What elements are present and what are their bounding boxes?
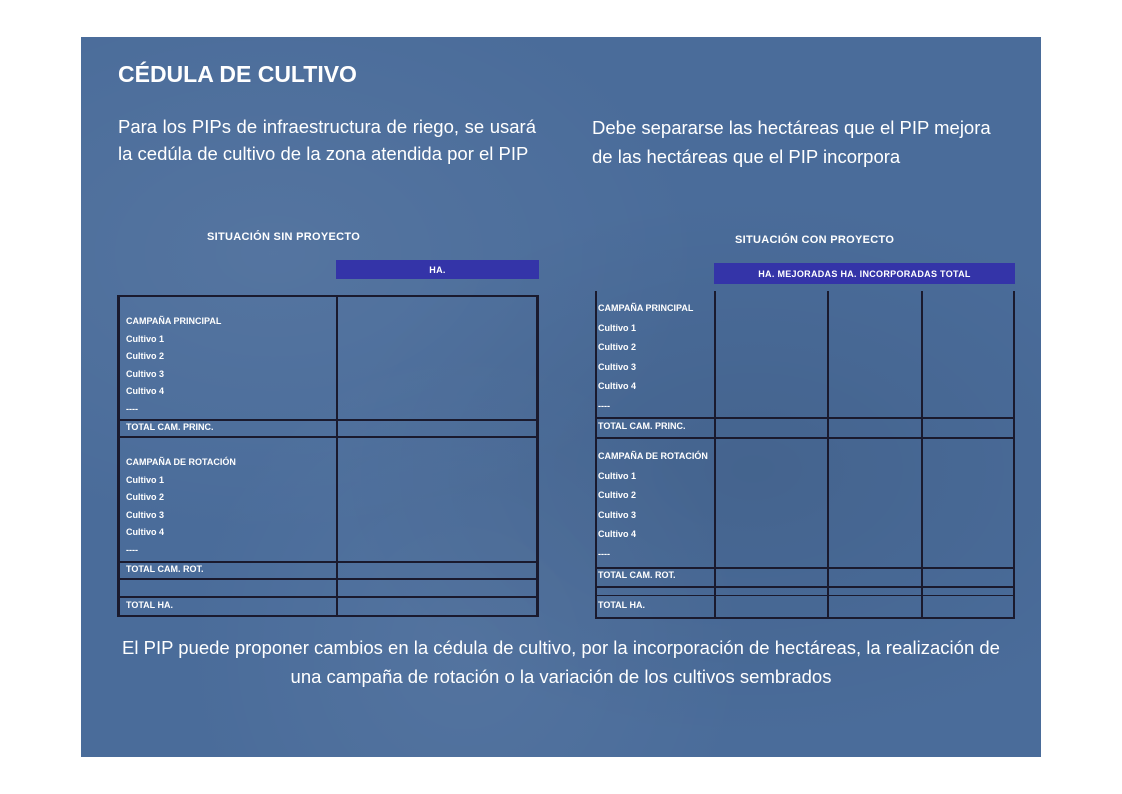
table-sin-total-rotacion: TOTAL CAM. ROT. bbox=[126, 564, 204, 574]
table-sin-title: SITUACIÓN SIN PROYECTO bbox=[207, 231, 361, 243]
table-con-total-principal: TOTAL CAM. PRINC. bbox=[598, 421, 686, 431]
intro-left-text: Para los PIPs de infraestructura de riego, se usará la cedúla de cultivo de la zona atendida por el PIP bbox=[118, 116, 536, 164]
table-sin-grid bbox=[117, 295, 539, 617]
table-con-campana-rotacion: CAMPAÑA DE ROTACIÓN Cultivo 1 Cultivo 2 Cultivo 3 Cultivo 4 ---- bbox=[598, 451, 708, 559]
table-con-header: HA. MEJORADAS HA. INCORPORADAS TOTAL bbox=[714, 263, 1015, 284]
slide bbox=[81, 37, 1041, 757]
table-con-campana-principal: CAMPAÑA PRINCIPAL Cultivo 1 Cultivo 2 Cultivo 3 Cultivo 4 ---- bbox=[598, 303, 694, 411]
bottom-note: El PIP puede proponer cambios en la cédula de cultivo, por la incorporación de hectáreas, la realización de una campaña de rotación o la variación de los cultivos sembrados bbox=[122, 637, 1000, 687]
slide-title: CÉDULA DE CULTIVO bbox=[118, 61, 357, 87]
table-sin-header: HA. bbox=[336, 260, 539, 279]
table-con-grid bbox=[595, 291, 1015, 619]
table-sin-campana-rotacion: CAMPAÑA DE ROTACIÓN Cultivo 1 Cultivo 2 Cultivo 3 Cultivo 4 ---- bbox=[126, 457, 236, 555]
intro-right-text: Debe separarse las hectáreas que el PIP mejora de las hectáreas que el PIP incorpora bbox=[592, 117, 991, 167]
table-sin-total-principal: TOTAL CAM. PRINC. bbox=[126, 422, 214, 432]
table-con-title: SITUACIÓN CON PROYECTO bbox=[735, 234, 895, 246]
table-con-total-ha: TOTAL HA. bbox=[598, 600, 645, 610]
table-sin-total-ha: TOTAL HA. bbox=[126, 600, 173, 610]
table-con-total-rotacion: TOTAL CAM. ROT. bbox=[598, 570, 676, 580]
table-sin-campana-principal: CAMPAÑA PRINCIPAL Cultivo 1 Cultivo 2 Cultivo 3 Cultivo 4 ---- bbox=[126, 316, 222, 414]
